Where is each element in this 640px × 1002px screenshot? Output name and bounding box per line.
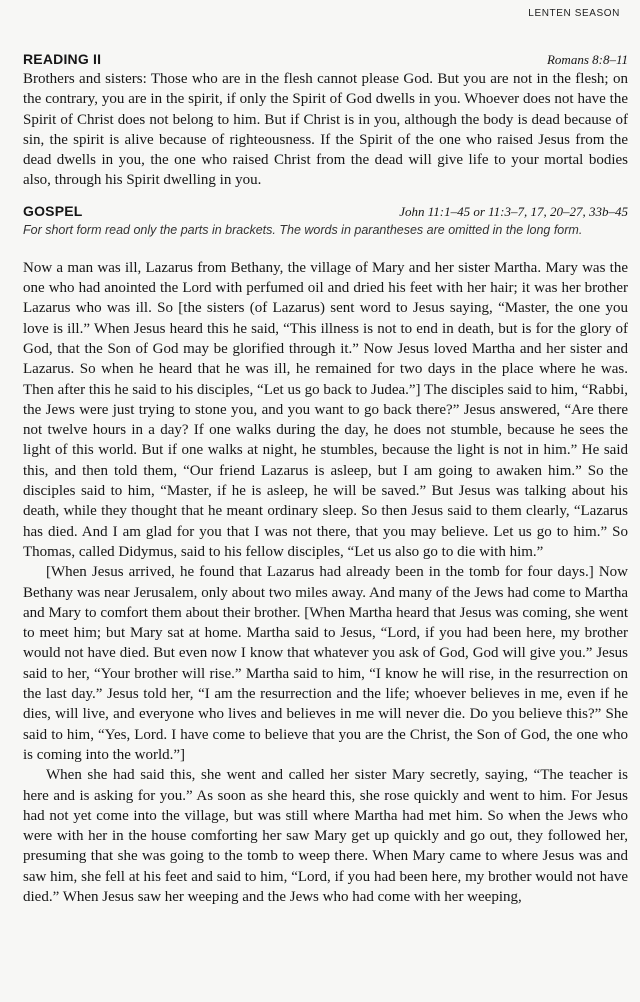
page-content	[23, 51, 628, 907]
gospel-note: For short form read only the parts in brackets. The words in parantheses are omitted in the long form.	[23, 222, 583, 237]
gospel-paragraph: Now a man was ill, Lazarus from Bethany, the village of Mary and her sister Martha. Mary was the one who had anointed the Lord with perfumed oil and dried his feet with her hair; it was her brother Lazarus who was ill. So [the sisters (of Lazarus) sent word to Jesus saying, “Master, the one you love is ill.” When Jesus heard this he said, “This illness is not to end in death, but is for the glory of God, that the Son of God may be glorified through it.” Now Jesus loved Martha and her sister and Lazarus. So when he heard that he was ill, he remained for two days in the place where he was. Then after this he said to his disciples, “Let us go back to Judea.”] The disciples said to him, “Rabbi, the Jews were just trying to stone you, and you want to go back there?” Jesus answered, “Are there not twelve hours in a day? If one walks during the day, he does not stumble, because he sees the light of this world. But if one walks at night, he stumbles, because the light is not in him.” He said this, and then told them, “Our friend Lazarus is asleep, but I am going to awaken him.” So the disciples said to him, “Master, if he is asleep, he will be saved.” But Jesus was talking about his death, while they thought that he meant ordinary sleep. So then Jesus said to them clearly, “Lazarus has died. And I am glad for you that I was not there, that you may believe. Let us go to him.” So Thomas, called Didymus, said to his fellow disciples, “Let us also go to die with him.”	[23, 259, 628, 560]
season-header: LENTEN SEASON	[528, 8, 620, 19]
reading-ii-citation: Romans 8:8–11	[546, 52, 628, 67]
gospel-paragraph: [When Jesus arrived, he found that Lazarus had already been in the tomb for four days.] Now Bethany was near Jerusalem, only about two miles away. And many of the Jews had come to Martha and Mary to comfort them about their brother. [When Martha heard that Jesus was coming, she went to meet him; but Mary sat at home. Martha said to Jesus, “Lord, if you had been here, my brother would not have died. But even now I know that whatever you ask of God, God will give you.” Jesus said to her, “Your brother will rise.” Martha said to him, “I know he will rise, in the resurrection on the last day.” Jesus told her, “I am the resurrection and the life; whoever believes in me, even if he dies, will live, and everyone who lives and believes in me will never die. Do you believe this?” She said to him, “Yes, Lord. I have come to believe that you are the Christ, the Son of God, the one who is coming into the world.”]	[23, 564, 628, 763]
gospel-label: GOSPEL	[23, 202, 83, 219]
reading-ii-label: READING II	[23, 51, 102, 67]
gospel-paragraph: When she had said this, she went and called her sister Mary secretly, saying, “The teacher is here and is asking for you.” As soon as she heard this, she rose quickly and went to him. For Jesus had not yet come into the village, but was still where Martha had met him. So when the Jews who were with her in the house comforting her saw Mary get up quickly and go out, they followed her, presuming that she was going to the tomb to weep there. When Mary came to where Jesus was and saw him, she fell at his feet and said to him, “Lord, if you had been here, my brother would not have died.” When Jesus saw her weeping and the Jews who had come with her weeping,	[23, 767, 628, 905]
gospel-citation: John 11:1–45 or 11:3–7, 17, 20–27, 33b–45	[399, 203, 628, 219]
reading-ii-header	[23, 51, 628, 68]
reading-ii-text: Brothers and sisters: Those who are in the flesh cannot please God. But you are not in the flesh; on the contrary, you are in the spirit, if only the Spirit of God dwells in you. Whoever does not have the Spirit of Christ does not belong to him. But if Christ is in you, although the body is dead because of sin, the spirit is alive because of righteousness. If the Spirit of the one who raised Jesus from the dead dwells in you, the one who raised Christ from the dead will give life to your mortal bodies also, through his Spirit dwelling in you.	[23, 71, 628, 189]
gospel-header	[23, 203, 628, 220]
